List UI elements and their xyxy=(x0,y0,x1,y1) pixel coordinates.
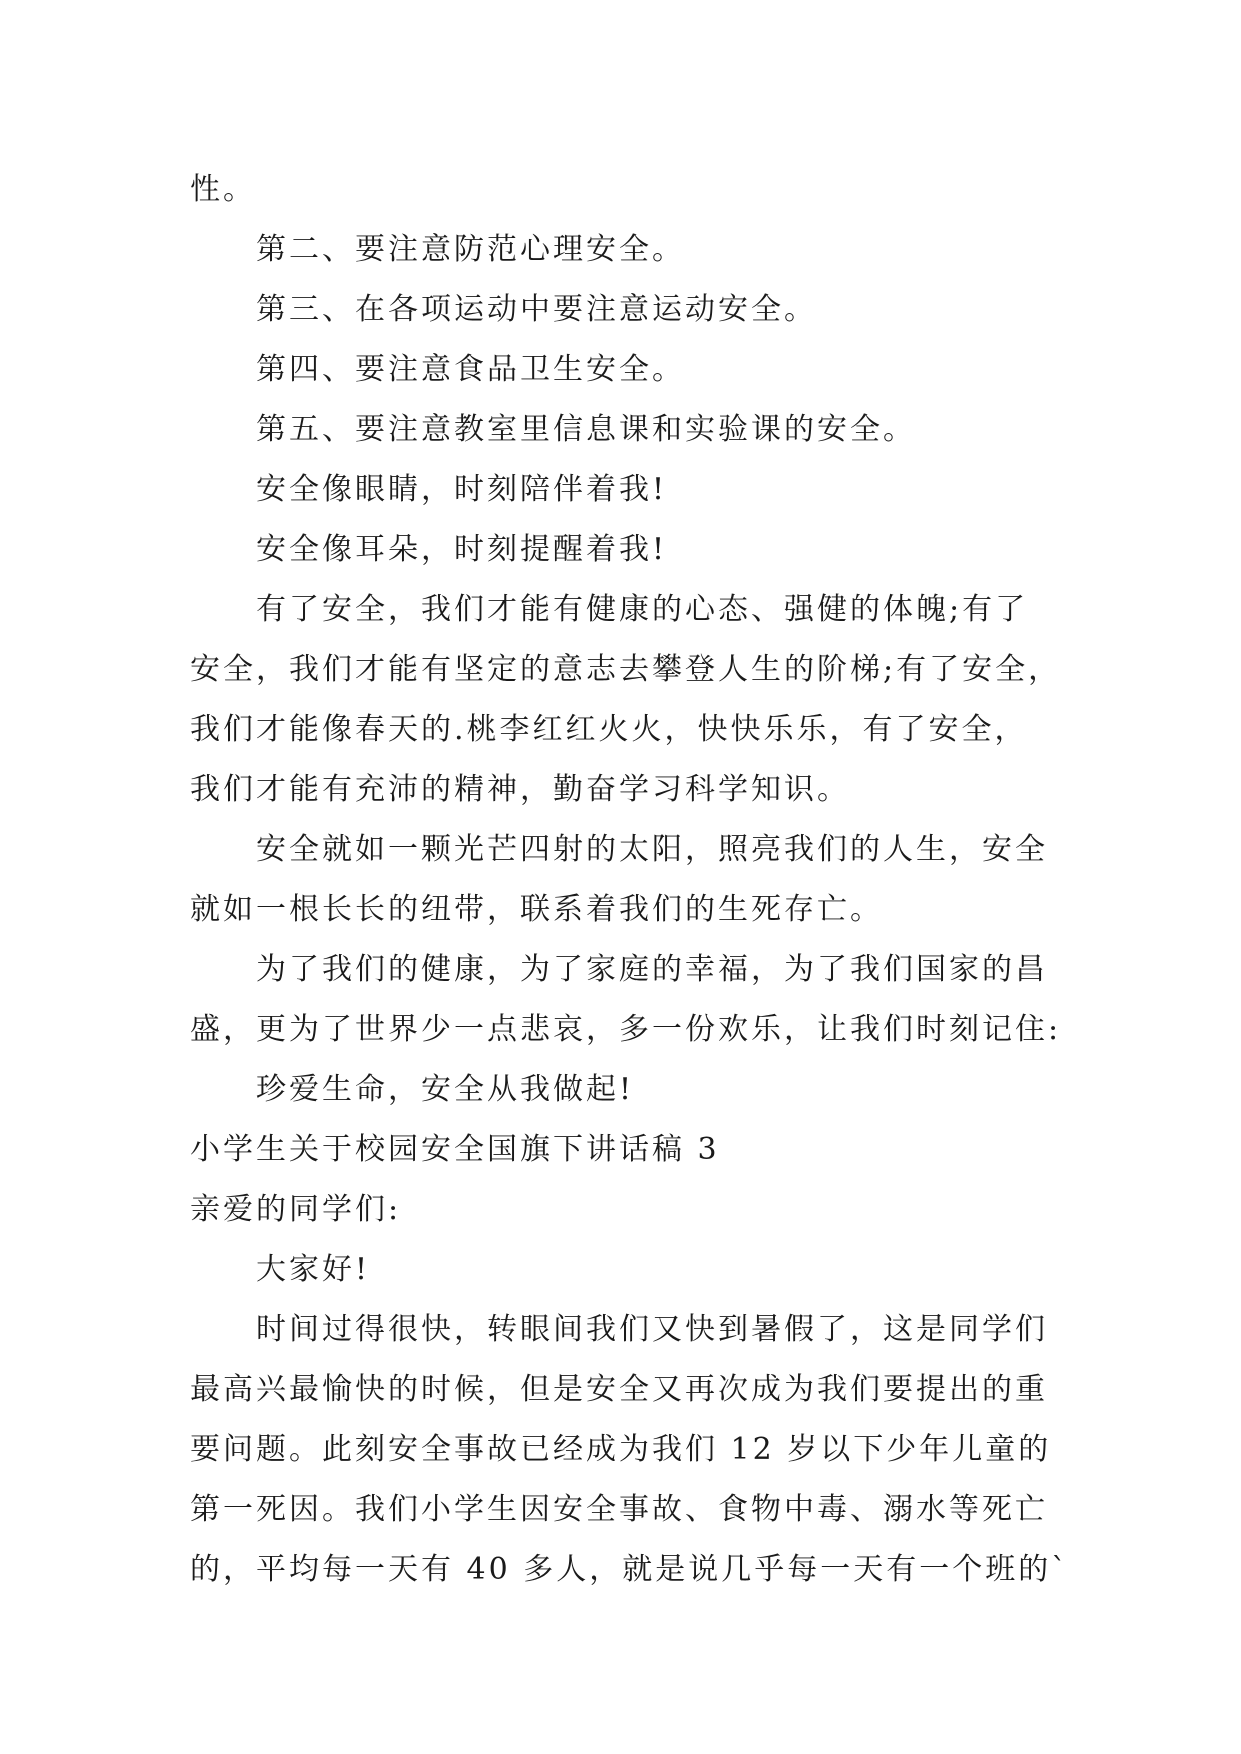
text-line: 第二、要注意防范心理安全。 xyxy=(256,232,685,267)
text-line: 安全就如一颗光芒四射的太阳，照亮我们的人生，安全 xyxy=(256,832,1048,867)
text-line: 我们才能像春天的.桃李红红火火，快快乐乐，有了安全， xyxy=(190,712,1028,747)
text-line: 安全，我们才能有坚定的意志去攀登人生的阶梯;有了安全， xyxy=(190,652,1062,687)
text-line: 珍爱生命，安全从我做起! xyxy=(256,1072,635,1107)
text-line: 时间过得很快，转眼间我们又快到暑假了，这是同学们 xyxy=(256,1312,1048,1347)
text-line: 安全像眼睛，时刻陪伴着我! xyxy=(256,472,668,507)
text-line: 第五、要注意教室里信息课和实验课的安全。 xyxy=(256,412,916,447)
text-line: 第四、要注意食品卫生安全。 xyxy=(256,352,685,387)
text-line: 盛，更为了世界少一点悲哀，多一份欢乐，让我们时刻记住: xyxy=(190,1012,1062,1047)
text-line: 最高兴最愉快的时候，但是安全又再次成为我们要提出的重 xyxy=(190,1372,1048,1407)
text-line: 安全像耳朵，时刻提醒着我! xyxy=(256,532,668,567)
text-line: 的，平均每一天有 40 多人，就是说几乎每一天有一个班的` xyxy=(190,1552,1070,1587)
text-line: 性。 xyxy=(190,172,256,207)
text-line: 就如一根长长的纽带，联系着我们的生死存亡。 xyxy=(190,892,883,927)
document-page xyxy=(190,160,1070,1600)
greeting: 大家好! xyxy=(256,1252,371,1287)
text-line: 我们才能有充沛的精神，勤奋学习科学知识。 xyxy=(190,772,850,807)
text-line: 第三、在各项运动中要注意运动安全。 xyxy=(256,292,817,327)
text-line: 有了安全，我们才能有健康的心态、强健的体魄;有了 xyxy=(256,592,1029,627)
text-line: 为了我们的健康，为了家庭的幸福，为了我们国家的昌 xyxy=(256,952,1048,987)
salutation: 亲爱的同学们: xyxy=(190,1192,402,1227)
section-title: 小学生关于校园安全国旗下讲话稿 3 xyxy=(190,1132,720,1167)
text-line: 要问题。此刻安全事故已经成为我们 12 岁以下少年儿童的 xyxy=(190,1432,1052,1467)
text-line: 第一死因。我们小学生因安全事故、食物中毒、溺水等死亡 xyxy=(190,1492,1048,1527)
